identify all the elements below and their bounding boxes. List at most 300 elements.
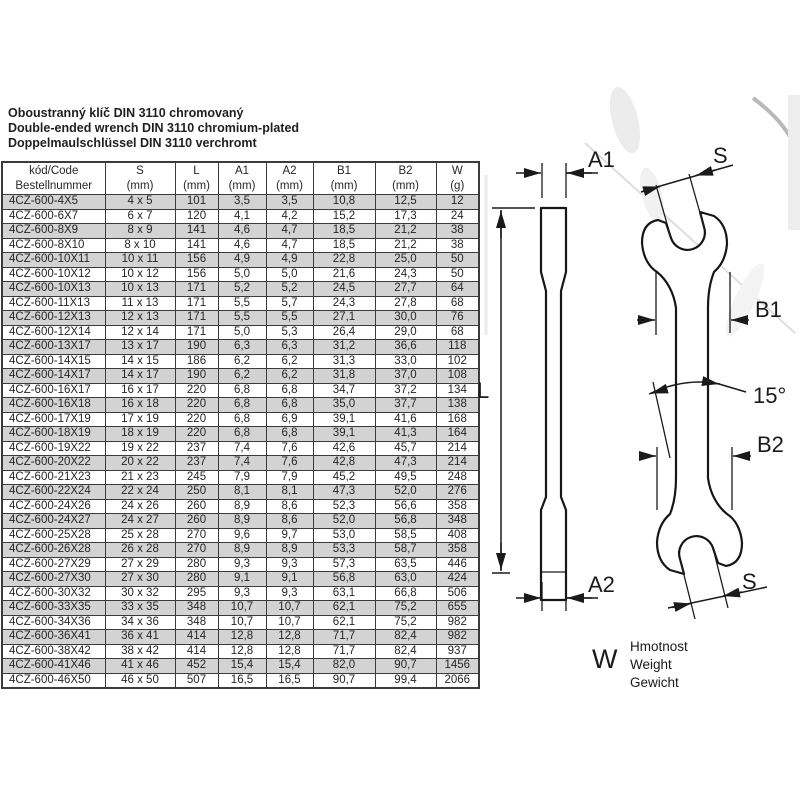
product-code-cell: 4CZ-600-17X19 [2, 412, 105, 427]
value-cell: 36 x 41 [105, 630, 175, 645]
value-cell: 16,5 [266, 673, 313, 688]
value-cell: 245 [175, 470, 218, 485]
table-row [2, 383, 479, 398]
value-cell: 358 [436, 543, 479, 558]
value-cell: 5,0 [218, 267, 266, 282]
product-code-cell: 4CZ-600-10X12 [2, 267, 105, 282]
product-code-cell: 4CZ-600-27X30 [2, 572, 105, 587]
table-row [2, 238, 479, 253]
value-cell: 34,7 [313, 383, 375, 398]
value-cell: 7,6 [266, 456, 313, 471]
value-cell: 6,8 [218, 412, 266, 427]
value-cell: 37,7 [375, 398, 436, 413]
value-cell: 982 [436, 630, 479, 645]
value-cell: 57,3 [313, 557, 375, 572]
value-cell: 214 [436, 456, 479, 471]
value-cell: 25,0 [375, 253, 436, 268]
product-code-cell: 4CZ-600-24X26 [2, 499, 105, 514]
value-cell: 214 [436, 441, 479, 456]
wrench-front-profile [642, 212, 742, 574]
value-cell: 7,4 [218, 456, 266, 471]
column-header-k-d-code: kód/Code Bestellnummer [2, 162, 105, 195]
value-cell: 38 [436, 238, 479, 253]
value-cell: 52,0 [375, 485, 436, 500]
value-cell: 58,5 [375, 528, 436, 543]
value-cell: 8,9 [218, 514, 266, 529]
product-code-cell: 4CZ-600-12X13 [2, 311, 105, 326]
value-cell: 14 x 15 [105, 354, 175, 369]
value-cell: 118 [436, 340, 479, 355]
value-cell: 171 [175, 325, 218, 340]
value-cell: 348 [175, 615, 218, 630]
value-cell: 52,0 [313, 514, 375, 529]
value-cell: 7,9 [266, 470, 313, 485]
value-cell: 220 [175, 412, 218, 427]
value-cell: 5,2 [218, 282, 266, 297]
product-code-cell: 4CZ-600-38X42 [2, 644, 105, 659]
value-cell: 17 x 19 [105, 412, 175, 427]
product-code-cell: 4CZ-600-30X32 [2, 586, 105, 601]
value-cell: 21,6 [313, 267, 375, 282]
product-code-cell: 4CZ-600-24X27 [2, 514, 105, 529]
value-cell: 26 x 28 [105, 543, 175, 558]
value-cell: 414 [175, 630, 218, 645]
value-cell: 34 x 36 [105, 615, 175, 630]
table-row [2, 209, 479, 224]
value-cell: 358 [436, 499, 479, 514]
value-cell: 141 [175, 224, 218, 239]
column-header-l: L (mm) [175, 162, 218, 195]
front-view-drawing [637, 143, 786, 619]
product-code-cell: 4CZ-600-10X11 [2, 253, 105, 268]
value-cell: 108 [436, 369, 479, 384]
value-cell: 16,5 [218, 673, 266, 688]
value-cell: 168 [436, 412, 479, 427]
table-row [2, 224, 479, 239]
table-row [2, 615, 479, 630]
value-cell: 63,0 [375, 572, 436, 587]
product-code-cell: 4CZ-600-19X22 [2, 441, 105, 456]
value-cell: 24 [436, 209, 479, 224]
value-cell: 50 [436, 253, 479, 268]
column-header-b2: B2 (mm) [375, 162, 436, 195]
value-cell: 4,1 [218, 209, 266, 224]
value-cell: 16 x 18 [105, 398, 175, 413]
value-cell: 250 [175, 485, 218, 500]
weight-legend-english: Weight [630, 657, 672, 672]
value-cell: 46 x 50 [105, 673, 175, 688]
value-cell: 56,6 [375, 499, 436, 514]
value-cell: 18,5 [313, 224, 375, 239]
value-cell: 22,8 [313, 253, 375, 268]
table-row [2, 311, 479, 326]
value-cell: 4,9 [218, 253, 266, 268]
spec-table-body [2, 195, 479, 689]
label-s-bottom: S [742, 569, 757, 594]
product-code-cell: 4CZ-600-36X41 [2, 630, 105, 645]
value-cell: 21,2 [375, 224, 436, 239]
value-cell: 12,5 [375, 195, 436, 210]
value-cell: 248 [436, 470, 479, 485]
value-cell: 9,6 [218, 528, 266, 543]
product-code-cell: 4CZ-600-10X13 [2, 282, 105, 297]
value-cell: 6,8 [218, 383, 266, 398]
value-cell: 20 x 22 [105, 456, 175, 471]
value-cell: 270 [175, 543, 218, 558]
value-cell: 31,2 [313, 340, 375, 355]
value-cell: 507 [175, 673, 218, 688]
value-cell: 10 x 12 [105, 267, 175, 282]
value-cell: 8,6 [266, 499, 313, 514]
column-header-b1: B1 (mm) [313, 162, 375, 195]
value-cell: 8 x 9 [105, 224, 175, 239]
value-cell: 4,6 [218, 224, 266, 239]
value-cell: 6,2 [266, 369, 313, 384]
spec-table [1, 161, 480, 689]
value-cell: 12,8 [266, 630, 313, 645]
value-cell: 9,1 [218, 572, 266, 587]
value-cell: 164 [436, 427, 479, 442]
value-cell: 21 x 23 [105, 470, 175, 485]
header-row [2, 162, 479, 195]
product-code-cell: 4CZ-600-34X36 [2, 615, 105, 630]
value-cell: 45,7 [375, 441, 436, 456]
value-cell: 4,9 [266, 253, 313, 268]
table-row [2, 441, 479, 456]
value-cell: 38 [436, 224, 479, 239]
value-cell: 10,7 [218, 615, 266, 630]
value-cell: 6,9 [266, 412, 313, 427]
value-cell: 7,6 [266, 441, 313, 456]
column-header-s: S (mm) [105, 162, 175, 195]
value-cell: 41,3 [375, 427, 436, 442]
value-cell: 38 x 42 [105, 644, 175, 659]
product-code-cell: 4CZ-600-46X50 [2, 673, 105, 688]
value-cell: 6 x 7 [105, 209, 175, 224]
table-row [2, 340, 479, 355]
product-code-cell: 4CZ-600-33X35 [2, 601, 105, 616]
value-cell: 9,1 [266, 572, 313, 587]
value-cell: 3,5 [266, 195, 313, 210]
value-cell: 90,7 [375, 659, 436, 674]
value-cell: 12,8 [218, 644, 266, 659]
value-cell: 8 x 10 [105, 238, 175, 253]
value-cell: 37,2 [375, 383, 436, 398]
value-cell: 13 x 17 [105, 340, 175, 355]
value-cell: 90,7 [313, 673, 375, 688]
value-cell: 3,5 [218, 195, 266, 210]
value-cell: 63,1 [313, 586, 375, 601]
product-code-cell: 4CZ-600-4X5 [2, 195, 105, 210]
product-code-cell: 4CZ-600-6X7 [2, 209, 105, 224]
value-cell: 12,8 [218, 630, 266, 645]
value-cell: 506 [436, 586, 479, 601]
value-cell: 9,7 [266, 528, 313, 543]
value-cell: 5,5 [218, 296, 266, 311]
value-cell: 33,0 [375, 354, 436, 369]
column-header-a2: A2 (mm) [266, 162, 313, 195]
table-row [2, 557, 479, 572]
value-cell: 220 [175, 398, 218, 413]
value-cell: 75,2 [375, 601, 436, 616]
value-cell: 56,8 [313, 572, 375, 587]
value-cell: 6,8 [218, 427, 266, 442]
value-cell: 76 [436, 311, 479, 326]
value-cell: 21,2 [375, 238, 436, 253]
wrench-side-profile [541, 208, 566, 600]
side-view-drawing [477, 147, 615, 611]
value-cell: 24,3 [375, 267, 436, 282]
value-cell: 101 [175, 195, 218, 210]
value-cell: 42,8 [313, 456, 375, 471]
label-w: W [592, 644, 618, 674]
value-cell: 237 [175, 456, 218, 471]
title-english: Double-ended wrench DIN 3110 chromium-plated [8, 120, 300, 135]
value-cell: 68 [436, 325, 479, 340]
value-cell: 24 x 27 [105, 514, 175, 529]
value-cell: 12 x 14 [105, 325, 175, 340]
product-code-cell: 4CZ-600-20X22 [2, 456, 105, 471]
value-cell: 190 [175, 340, 218, 355]
label-a1: A1 [588, 147, 615, 172]
table-row [2, 644, 479, 659]
value-cell: 12 [436, 195, 479, 210]
value-cell: 82,4 [375, 630, 436, 645]
table-row [2, 253, 479, 268]
value-cell: 5,7 [266, 296, 313, 311]
table-row [2, 296, 479, 311]
product-code-cell: 4CZ-600-11X13 [2, 296, 105, 311]
value-cell: 102 [436, 354, 479, 369]
value-cell: 8,9 [266, 543, 313, 558]
wrench-technical-drawing [470, 130, 800, 700]
value-cell: 27,1 [313, 311, 375, 326]
value-cell: 27,8 [375, 296, 436, 311]
value-cell: 348 [436, 514, 479, 529]
value-cell: 186 [175, 354, 218, 369]
value-cell: 15,2 [313, 209, 375, 224]
value-cell: 6,8 [266, 383, 313, 398]
product-code-cell: 4CZ-600-26X28 [2, 543, 105, 558]
value-cell: 171 [175, 282, 218, 297]
value-cell: 36,6 [375, 340, 436, 355]
value-cell: 58,7 [375, 543, 436, 558]
value-cell: 6,8 [218, 398, 266, 413]
product-code-cell: 4CZ-600-27X29 [2, 557, 105, 572]
value-cell: 16 x 17 [105, 383, 175, 398]
value-cell: 62,1 [313, 615, 375, 630]
value-cell: 655 [436, 601, 479, 616]
value-cell: 2066 [436, 673, 479, 688]
table-row [2, 427, 479, 442]
weight-legend-czech: Hmotnost [630, 639, 688, 654]
column-header-a1: A1 (mm) [218, 162, 266, 195]
value-cell: 18,5 [313, 238, 375, 253]
value-cell: 9,3 [266, 586, 313, 601]
table-row [2, 485, 479, 500]
value-cell: 26,4 [313, 325, 375, 340]
value-cell: 41,6 [375, 412, 436, 427]
value-cell: 35,0 [313, 398, 375, 413]
value-cell: 120 [175, 209, 218, 224]
table-row [2, 354, 479, 369]
value-cell: 27 x 29 [105, 557, 175, 572]
value-cell: 82,4 [375, 644, 436, 659]
title-czech: Oboustranný klíč DIN 3110 chromovaný [8, 106, 244, 120]
value-cell: 7,9 [218, 470, 266, 485]
table-row [2, 412, 479, 427]
value-cell: 280 [175, 557, 218, 572]
value-cell: 190 [175, 369, 218, 384]
table-row [2, 659, 479, 674]
value-cell: 171 [175, 311, 218, 326]
value-cell: 47,3 [375, 456, 436, 471]
column-header-w: W (g) [436, 162, 479, 195]
value-cell: 220 [175, 427, 218, 442]
table-row [2, 195, 479, 210]
value-cell: 24 x 26 [105, 499, 175, 514]
value-cell: 47,3 [313, 485, 375, 500]
value-cell: 348 [175, 601, 218, 616]
value-cell: 295 [175, 586, 218, 601]
value-cell: 30,0 [375, 311, 436, 326]
table-row [2, 325, 479, 340]
title-german: Doppelmaulschlüssel DIN 3110 verchromt [8, 135, 257, 150]
value-cell: 408 [436, 528, 479, 543]
value-cell: 8,6 [266, 514, 313, 529]
value-cell: 71,7 [313, 630, 375, 645]
value-cell: 6,2 [218, 369, 266, 384]
value-cell: 31,3 [313, 354, 375, 369]
table-row [2, 369, 479, 384]
value-cell: 50 [436, 267, 479, 282]
product-code-cell: 4CZ-600-18X19 [2, 427, 105, 442]
product-code-cell: 4CZ-600-14X17 [2, 369, 105, 384]
value-cell: 17,3 [375, 209, 436, 224]
value-cell: 280 [175, 572, 218, 587]
value-cell: 10,8 [313, 195, 375, 210]
product-code-cell: 4CZ-600-41X46 [2, 659, 105, 674]
value-cell: 237 [175, 441, 218, 456]
value-cell: 27 x 30 [105, 572, 175, 587]
label-l: L [477, 378, 490, 403]
value-cell: 9,3 [218, 586, 266, 601]
value-cell: 276 [436, 485, 479, 500]
value-cell: 82,0 [313, 659, 375, 674]
value-cell: 45,2 [313, 470, 375, 485]
value-cell: 10,7 [266, 615, 313, 630]
value-cell: 12 x 13 [105, 311, 175, 326]
weight-legend [592, 639, 688, 690]
value-cell: 260 [175, 499, 218, 514]
value-cell: 53,3 [313, 543, 375, 558]
value-cell: 1456 [436, 659, 479, 674]
value-cell: 62,1 [313, 601, 375, 616]
value-cell: 4,7 [266, 238, 313, 253]
value-cell: 39,1 [313, 412, 375, 427]
table-row [2, 543, 479, 558]
value-cell: 9,3 [218, 557, 266, 572]
table-row [2, 572, 479, 587]
value-cell: 220 [175, 383, 218, 398]
value-cell: 141 [175, 238, 218, 253]
value-cell: 14 x 17 [105, 369, 175, 384]
value-cell: 18 x 19 [105, 427, 175, 442]
product-code-cell: 4CZ-600-8X9 [2, 224, 105, 239]
table-row [2, 267, 479, 282]
product-code-cell: 4CZ-600-14X15 [2, 354, 105, 369]
value-cell: 270 [175, 528, 218, 543]
table-row [2, 398, 479, 413]
value-cell: 6,2 [218, 354, 266, 369]
value-cell: 8,1 [218, 485, 266, 500]
value-cell: 4,7 [266, 224, 313, 239]
product-code-cell: 4CZ-600-16X18 [2, 398, 105, 413]
value-cell: 9,3 [266, 557, 313, 572]
value-cell: 15,4 [218, 659, 266, 674]
label-a2: A2 [588, 572, 615, 597]
table-row [2, 673, 479, 688]
value-cell: 452 [175, 659, 218, 674]
value-cell: 99,4 [375, 673, 436, 688]
value-cell: 5,0 [218, 325, 266, 340]
value-cell: 6,3 [266, 340, 313, 355]
table-row [2, 630, 479, 645]
value-cell: 8,1 [266, 485, 313, 500]
value-cell: 260 [175, 514, 218, 529]
product-code-cell: 4CZ-600-25X28 [2, 528, 105, 543]
value-cell: 10,7 [266, 601, 313, 616]
value-cell: 71,7 [313, 644, 375, 659]
value-cell: 22 x 24 [105, 485, 175, 500]
value-cell: 24,5 [313, 282, 375, 297]
value-cell: 29,0 [375, 325, 436, 340]
table-row [2, 528, 479, 543]
label-b1: B1 [755, 297, 782, 322]
value-cell: 4 x 5 [105, 195, 175, 210]
table-row [2, 470, 479, 485]
value-cell: 8,9 [218, 543, 266, 558]
value-cell: 27,7 [375, 282, 436, 297]
value-cell: 64 [436, 282, 479, 297]
value-cell: 7,4 [218, 441, 266, 456]
value-cell: 41 x 46 [105, 659, 175, 674]
spec-table-header [2, 162, 479, 195]
value-cell: 171 [175, 296, 218, 311]
table-row [2, 456, 479, 471]
value-cell: 937 [436, 644, 479, 659]
value-cell: 42,6 [313, 441, 375, 456]
value-cell: 25 x 28 [105, 528, 175, 543]
value-cell: 10,7 [218, 601, 266, 616]
value-cell: 5,2 [266, 282, 313, 297]
value-cell: 10 x 13 [105, 282, 175, 297]
value-cell: 156 [175, 253, 218, 268]
value-cell: 414 [175, 644, 218, 659]
table-row [2, 514, 479, 529]
value-cell: 4,6 [218, 238, 266, 253]
table-row [2, 586, 479, 601]
value-cell: 15,4 [266, 659, 313, 674]
value-cell: 138 [436, 398, 479, 413]
value-cell: 30 x 32 [105, 586, 175, 601]
value-cell: 63,5 [375, 557, 436, 572]
value-cell: 37,0 [375, 369, 436, 384]
value-cell: 33 x 35 [105, 601, 175, 616]
value-cell: 24,3 [313, 296, 375, 311]
value-cell: 6,2 [266, 354, 313, 369]
value-cell: 68 [436, 296, 479, 311]
